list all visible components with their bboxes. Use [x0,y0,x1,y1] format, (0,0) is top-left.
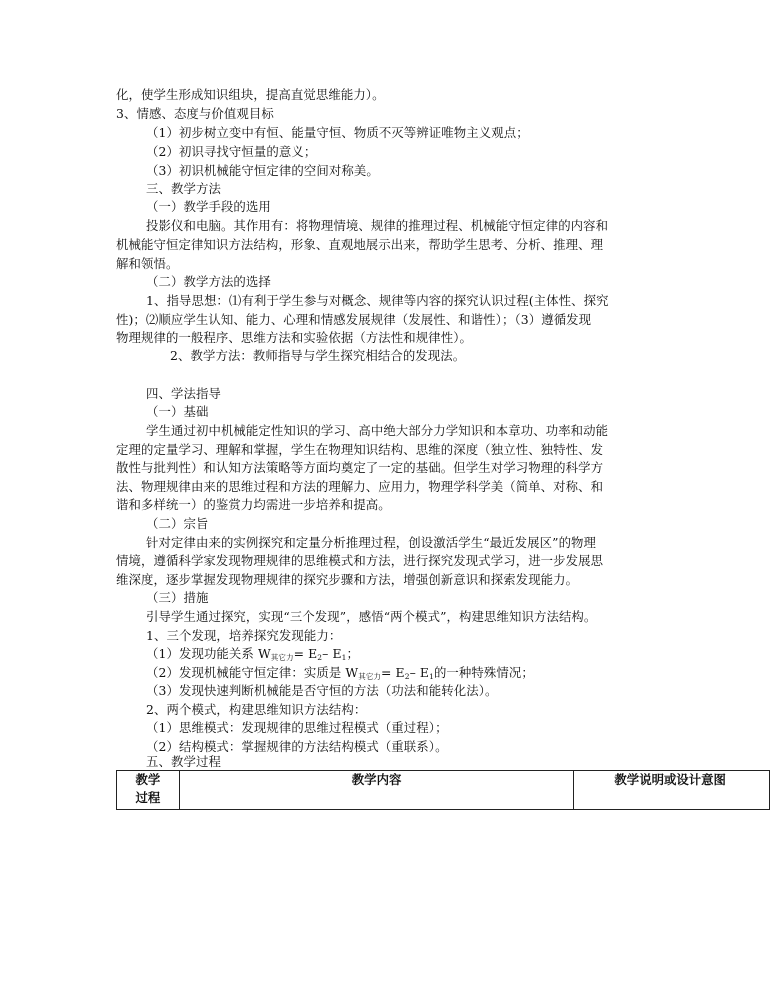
formula-prefix: （1）发现功能关系 W [146,646,271,661]
section-heading: 四、学法指导 [146,386,221,401]
text-line: 针对定律由来的实例探究和定量分析推理过程，创设激活学生“最近发展区”的物理 [146,535,597,550]
formula-subscript: 2 [404,672,410,681]
text-line: 机械能守恒定律知识方法结构，形象、直观地展示出来，帮助学生思考、分析、推理、理 [116,237,604,252]
subsection-heading: （三）措施 [146,590,209,605]
text-line: 化，使学生形成知识组块，提高直觉思维能力）。 [116,87,385,102]
formula-part: – E [322,646,342,661]
formula-line-1 [146,645,359,666]
text-line: （1）思维模式：发现规律的思维过程模式（重过程）； [146,720,448,735]
text-line: 散性与批判性）和认知方法策略等方面均奠定了一定的基础。但学生对学习物理的科学方 [116,460,604,475]
subsection-heading: （一）教学手段的选用 [146,199,271,214]
text-line: 法、物理规律由来的思维过程和方法的理解力、应用力，物理学科学美（简单、对称、和 [116,479,604,494]
text-line: 1、三个发现，培养探究发现能力： [146,628,342,643]
text-line: 学生通过初中机械能定性知识的学习、高中绝大部分力学知识和本章功、功率和动能 [146,423,609,438]
section-heading: 三、教学方法 [146,181,221,196]
formula-prefix: （2）发现机械能守恒定律：实质是 W [146,665,359,680]
text-line: 情境，遵循科学家发现物理规律的思维模式和方法，进行探究发现式学习，进一步发展思 [116,553,604,568]
text-line: 1、指导思想：⑴有利于学生参与对概念、规律等内容的探究认识过程(主体性、探究 [146,293,609,308]
text-line: 2、教学方法：教师指导与学生探究相结合的发现法。 [170,348,466,363]
formula-subscript: 其它力 [270,653,294,662]
table-header-row [117,771,770,810]
text-line: （2）结构模式：掌握规律的方法结构模式（重联系）。 [146,739,448,754]
section-heading: 3、情感、态度与价值观目标 [116,106,274,121]
text-line: （1）初步树立变中有恒、能量守恒、物质不灭等辨证唯物主义观点； [146,125,529,140]
text-line: 谐和多样统一）的鉴赏力均需进一步培养和提高。 [116,497,391,512]
table-header-content: 教学内容 [179,771,574,810]
table-header-process [117,771,180,810]
section-heading: 五、教学过程 [146,754,221,769]
header-line: 教学 [135,772,161,787]
table-header-notes: 教学说明或设计意图 [574,771,770,810]
text-line: 投影仪和电脑。其作用有：将物理情境、规律的推理过程、机械能守恒定律的内容和 [146,218,609,233]
text-line: （3）发现快速判断机械能是否守恒的方法（功法和能转化法）。 [146,683,498,698]
formula-subscript: 1 [341,653,347,662]
formula-subscript: 2 [317,653,323,662]
formula-subscript: 其它力 [358,672,382,681]
formula-part: = E [381,665,405,680]
formula-suffix: 的一种特殊情况； [433,665,534,680]
text-line: 定理的定量学习、理解和掌握，学生在物理知识结构、思维的深度（独立性、独特性、发 [116,442,604,457]
text-line: 物理规律的一般程序、思维方法和实验依据（方法性和规律性）。 [116,330,473,345]
subsection-heading: （二）宗旨 [146,516,209,531]
text-line: （3）初识机械能守恒定律的空间对称美。 [146,163,379,178]
text-line: 性)；⑵顺应学生认知、能力、心理和情感发展规律（发展性、和谐性）；（3）遵循发现 [116,312,592,327]
text-line: 解和领悟。 [116,256,179,271]
text-line: （2）初识寻找守恒量的意义； [146,144,317,159]
section-heading: 2、两个模式，构建思维知识方法结构： [146,702,367,717]
formula-suffix: ； [346,646,360,661]
text-line: 引导学生通过探究，实现“三个发现”，感悟“两个模式”，构建思维知识方法结构。 [146,609,597,624]
formula-part: = E [293,646,318,661]
header-line: 过程 [135,790,161,805]
teaching-process-table [116,770,770,810]
formula-part: – E [409,665,430,680]
subsection-heading: （一）基础 [146,404,209,419]
text-line: 维深度，逐步掌握发现物理规律的探究步骤和方法，增强创新意识和探索发现能力。 [116,572,579,587]
subsection-heading: （二）教学方法的选择 [146,274,271,289]
formula-subscript: 1 [429,672,434,681]
